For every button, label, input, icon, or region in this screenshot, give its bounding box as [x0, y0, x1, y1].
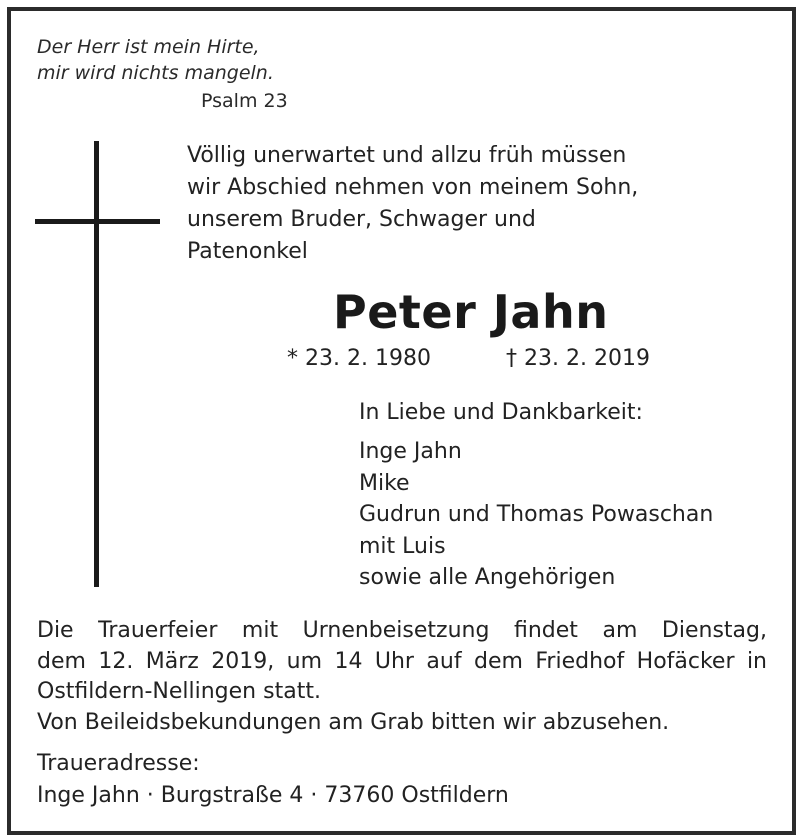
funeral-line: dem 12. März 2019, um 14 Uhr auf dem Friedhof Hofäcker in	[37, 648, 767, 674]
mourner-name: sowie alle Angehörigen	[359, 565, 616, 590]
mourner-name: mit Luis	[359, 533, 446, 559]
intro-line: unserem Bruder, Schwager und	[187, 207, 536, 232]
funeral-line: Von Beileidsbekundungen am Grab bitten wir abzusehen.	[37, 709, 670, 735]
address-value: Inge Jahn · Burgstraße 4 · 73760 Ostfildern	[37, 783, 509, 808]
death-date: † 23. 2. 2019	[506, 346, 650, 371]
deceased-name: Peter Jahn	[333, 285, 609, 339]
cross-icon-bar	[35, 219, 160, 224]
motto-source: Psalm 23	[201, 90, 288, 112]
bible-motto	[37, 34, 274, 86]
mourning-address	[37, 748, 509, 812]
funeral-notice	[37, 616, 767, 738]
funeral-line: Die Trauerfeier mit Urnenbeisetzung findet am Dienstag,	[37, 618, 767, 643]
motto-line: Der Herr ist mein Hirte,	[37, 36, 260, 58]
intro-line: wir Abschied nehmen von meinem Sohn,	[187, 175, 639, 200]
intro-text	[187, 140, 638, 268]
cross-icon	[94, 141, 99, 587]
funeral-line: Ostfildern-Nellingen statt.	[37, 679, 321, 704]
motto-line: mir wird nichts mangeln.	[37, 62, 274, 84]
mourner-name: Mike	[359, 470, 410, 496]
mourner-name: Gudrun und Thomas Powaschan	[359, 502, 714, 527]
birth-date: * 23. 2. 1980	[287, 346, 431, 371]
mourner-name: Inge Jahn	[359, 439, 462, 464]
intro-line: Völlig unerwartet und allzu früh müssen	[187, 143, 627, 168]
mourners-list	[359, 436, 713, 594]
intro-line: Patenonkel	[187, 239, 308, 264]
address-label: Traueradresse:	[37, 751, 200, 776]
mourners-heading: In Liebe und Dankbarkeit:	[359, 400, 643, 425]
